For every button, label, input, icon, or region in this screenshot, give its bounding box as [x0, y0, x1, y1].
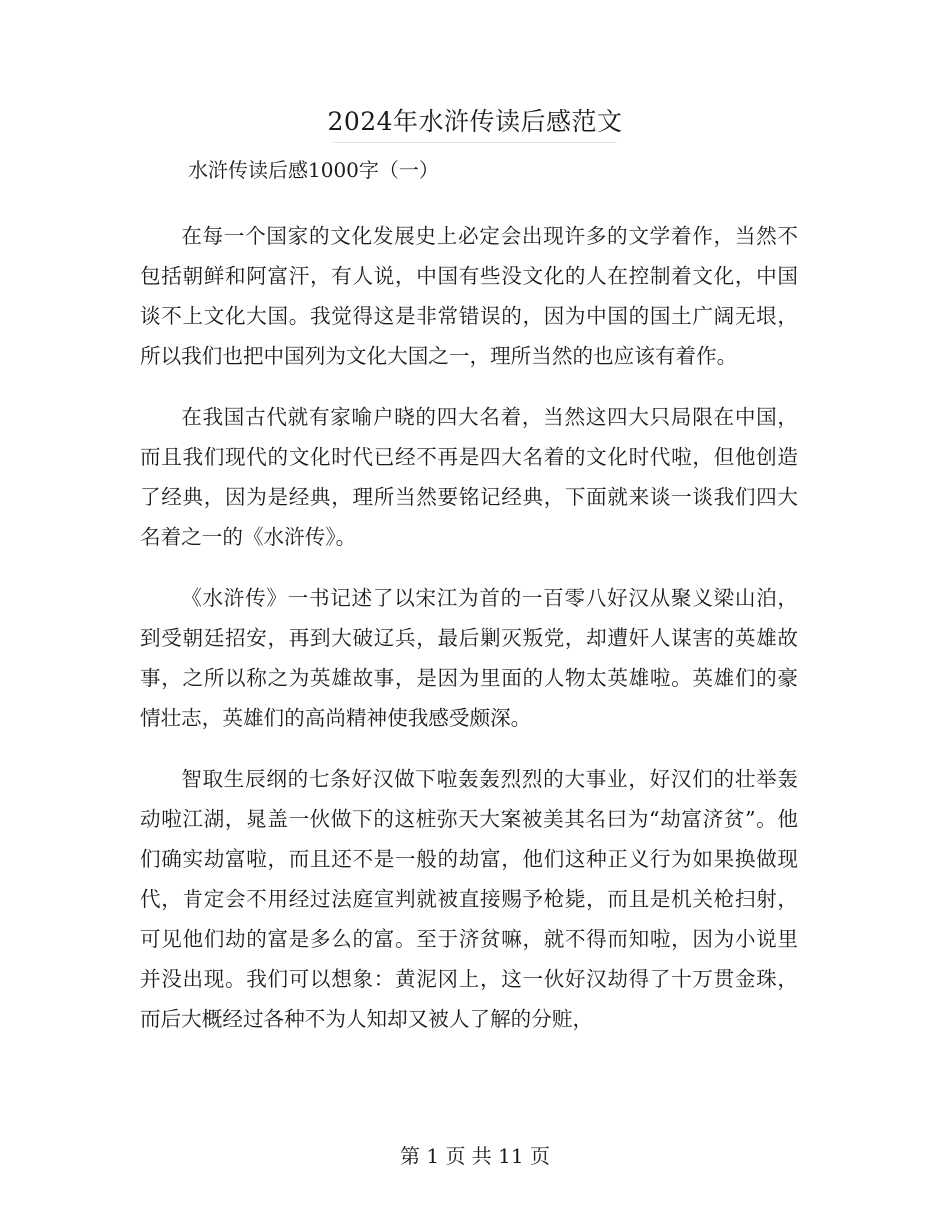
- document-title: 2024年水浒传读后感范文: [327, 107, 623, 136]
- paragraph-1: 在每一个国家的文化发展史上必定会出现许多的文学着作，当然不包括朝鲜和阿富汗，有人说，中国有些没文化的人在控制着文化，中国谈不上文化大国。我觉得这是非常错误的，因为中国的国土广阔无垠，所以我们也把中国列为文化大国之一，理所当然的也应该有着作。: [140, 224, 798, 368]
- document-body: [140, 216, 798, 1121]
- title-underline: [333, 142, 617, 143]
- paragraph-2: 在我国古代就有家喻户晓的四大名着，当然这四大只局限在中国，而且我们现代的文化时代已经不再是四大名着的文化时代啦，但他创造了经典，因为是经典，理所当然要铭记经典，下面就来谈一谈我们四大名着之一的《水浒传》。: [140, 405, 798, 549]
- paragraph-3: 《水浒传》一书记述了以宋江为首的一百零八好汉从聚义梁山泊，到受朝廷招安，再到大破辽兵，最后剿灭叛党，却遭奸人谋害的英雄故事，之所以称之为英雄故事，是因为里面的人物太英雄啦。英雄们的豪情壮志，英雄们的高尚精神使我感受颇深。: [140, 586, 798, 730]
- page-number-footer: 第 1 页 共 11 页: [400, 1144, 550, 1168]
- paragraph-4: 智取生辰纲的七条好汉做下啦轰轰烈烈的大事业，好汉们的壮举轰动啦江湖，晁盖一伙做下的这桩弥天大案被美其名曰为“劫富济贫”。他们确实劫富啦，而且还不是一般的劫富，他们这种正义行为如果换做现代，肯定会不用经过法庭宣判就被直接赐予枪毙，而且是机关枪扫射，可见他们劫的富是多么的富。至于济贫嘛，就不得而知啦，因为小说里并没出现。我们可以想象：黄泥冈上，这一伙好汉劫得了十万贯金珠，而后大概经过各种不为人知却又被人了解的分赃，: [140, 767, 798, 1031]
- section-heading: 水浒传读后感1000字（一）: [188, 158, 439, 182]
